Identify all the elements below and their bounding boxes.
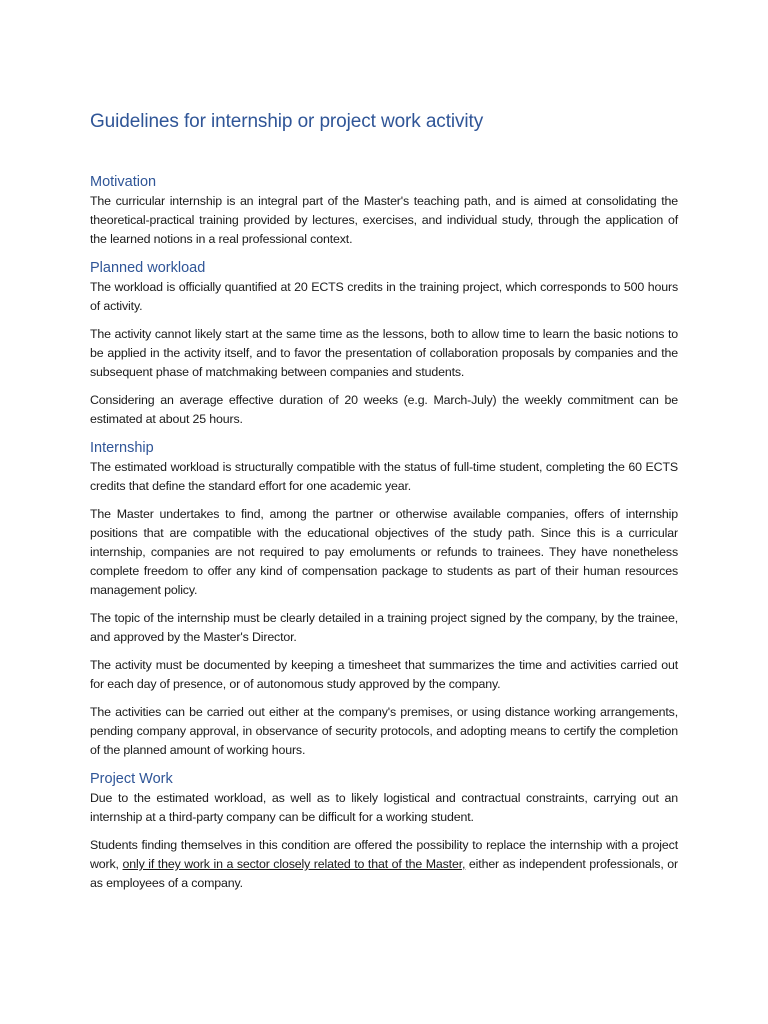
internship-paragraph-3: The topic of the internship must be clearly detailed in a training project signed by the company, by the trainee, and approved by the Master's Director. bbox=[90, 611, 678, 644]
section-heading-planned-workload: Planned workload bbox=[90, 260, 206, 276]
project-paragraph-2-end: either as independent professionals, or as employees of a company. bbox=[90, 857, 679, 890]
document-page bbox=[90, 108, 678, 902]
document-title: Guidelines for internship or project work activity bbox=[90, 111, 484, 132]
workload-paragraph-3: Considering an average effective duration of 20 weeks (e.g. March-July) the weekly commitment can be estimated at about 25 hours. bbox=[90, 393, 678, 426]
project-paragraph-2 bbox=[90, 836, 678, 893]
project-paragraph-2-start: Students finding themselves in this condition are offered the possibility to replace the internship with a project work, bbox=[90, 838, 678, 871]
section-motivation bbox=[90, 172, 678, 249]
project-paragraph-2-underlined: only if they work in a sector closely related to that of the Master, bbox=[122, 857, 466, 871]
internship-paragraph-1: The estimated workload is structurally compatible with the status of full-time student, completing the 60 ECTS credits that define the standard effort for one academic year. bbox=[90, 460, 678, 493]
internship-paragraph-5: The activities can be carried out either at the company's premises, or using distance working arrangements, pending company approval, in observance of security protocols, and adopting means to certify the completion of the planned amount of working hours. bbox=[90, 705, 678, 757]
section-planned-workload bbox=[90, 258, 678, 429]
internship-paragraph-2: The Master undertakes to find, among the partner or otherwise available companies, offers of internship positions that are compatible with the educational objectives of the study path. Since this is a curricular internship, companies are not required to pay emoluments or refunds to trainees. They have nonetheless complete freedom to offer any kind of compensation package to students as part of their human resources management policy. bbox=[90, 507, 678, 597]
motivation-paragraph-1: The curricular internship is an integral part of the Master's teaching path, and is aimed at consolidating the theoretical-practical training provided by lectures, exercises, and individual study, through the application of the learned notions in a real professional context. bbox=[90, 194, 678, 246]
section-project-work bbox=[90, 769, 678, 893]
internship-paragraph-4: The activity must be documented by keeping a timesheet that summarizes the time and activities carried out for each day of presence, or of autonomous study approved by the company. bbox=[90, 658, 678, 691]
section-heading-internship: Internship bbox=[90, 440, 154, 456]
workload-paragraph-2: The activity cannot likely start at the same time as the lessons, both to allow time to learn the basic notions to be applied in the activity itself, and to favor the presentation of collaboration proposals by companies and the subsequent phase of matchmaking between companies and students. bbox=[90, 327, 678, 379]
section-heading-project-work: Project Work bbox=[90, 771, 173, 787]
section-internship bbox=[90, 438, 678, 760]
section-heading-motivation: Motivation bbox=[90, 174, 157, 190]
project-paragraph-1: Due to the estimated workload, as well as to likely logistical and contractual constraints, carrying out an internship at a third-party company can be difficult for a working student. bbox=[90, 791, 678, 824]
workload-paragraph-1: The workload is officially quantified at 20 ECTS credits in the training project, which corresponds to 500 hours of activity. bbox=[90, 280, 678, 313]
